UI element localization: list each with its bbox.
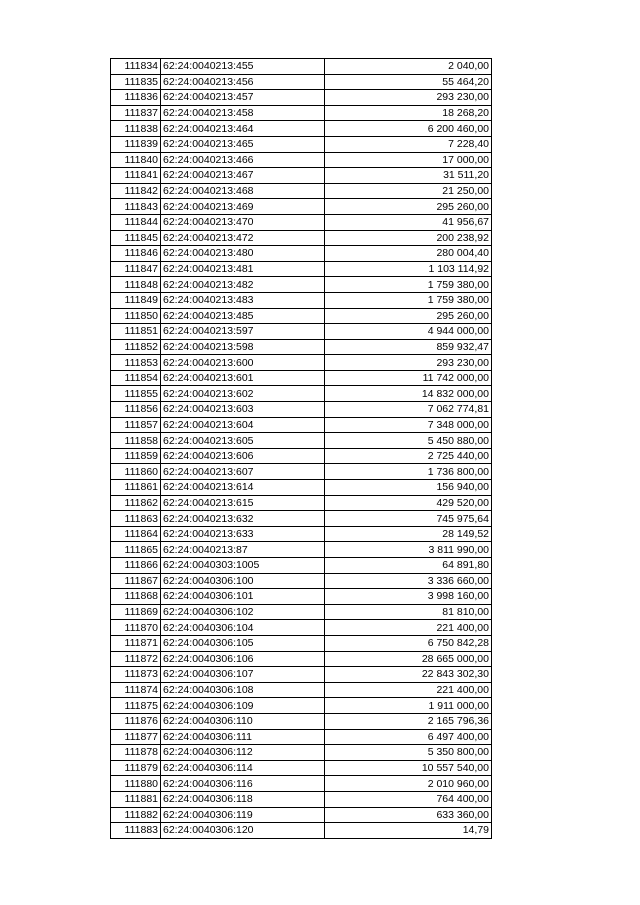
table-row [111, 433, 492, 449]
table-row [111, 136, 492, 152]
cadastral-number-cell: 62:24:0040213:633 [161, 526, 325, 542]
cadastral-value-cell: 2 010 960,00 [325, 776, 492, 792]
row-id-cell: 111846 [111, 246, 161, 262]
table-row [111, 183, 492, 199]
row-id-cell: 111839 [111, 136, 161, 152]
cadastral-number-cell: 62:24:0040306:101 [161, 589, 325, 605]
cadastral-value-cell: 28 665 000,00 [325, 651, 492, 667]
cadastral-value-cell: 1 103 114,92 [325, 261, 492, 277]
cadastral-value-cell: 200 238,92 [325, 230, 492, 246]
cadastral-number-cell: 62:24:0040213:604 [161, 417, 325, 433]
table-row [111, 105, 492, 121]
table-row [111, 667, 492, 683]
row-id-cell: 111861 [111, 480, 161, 496]
cadastral-value-cell: 22 843 302,30 [325, 667, 492, 683]
table-row [111, 573, 492, 589]
row-id-cell: 111869 [111, 604, 161, 620]
cadastral-number-cell: 62:24:0040306:118 [161, 791, 325, 807]
cadastral-value-cell: 64 891,80 [325, 558, 492, 574]
cadastral-value-cell: 10 557 540,00 [325, 760, 492, 776]
row-id-cell: 111844 [111, 214, 161, 230]
table-row [111, 121, 492, 137]
cadastral-number-cell: 62:24:0040213:458 [161, 105, 325, 121]
row-id-cell: 111858 [111, 433, 161, 449]
row-id-cell: 111866 [111, 558, 161, 574]
cadastral-value-cell: 4 944 000,00 [325, 324, 492, 340]
row-id-cell: 111877 [111, 729, 161, 745]
table-row [111, 558, 492, 574]
cadastral-value-cell: 633 360,00 [325, 807, 492, 823]
row-id-cell: 111860 [111, 464, 161, 480]
table-row [111, 511, 492, 527]
cadastral-value-cell: 7 228,40 [325, 136, 492, 152]
cadastral-number-cell: 62:24:0040213:481 [161, 261, 325, 277]
cadastral-value-cell: 1 736 800,00 [325, 464, 492, 480]
table-row [111, 339, 492, 355]
cadastral-value-cell: 81 810,00 [325, 604, 492, 620]
row-id-cell: 111834 [111, 59, 161, 75]
row-id-cell: 111852 [111, 339, 161, 355]
row-id-cell: 111855 [111, 386, 161, 402]
cadastral-number-cell: 62:24:0040213:483 [161, 292, 325, 308]
table-row [111, 168, 492, 184]
table-row [111, 713, 492, 729]
table-row [111, 246, 492, 262]
row-id-cell: 111871 [111, 635, 161, 651]
table-row [111, 823, 492, 839]
table-row [111, 729, 492, 745]
cadastral-number-cell: 62:24:0040306:114 [161, 760, 325, 776]
cadastral-number-cell: 62:24:0040213:598 [161, 339, 325, 355]
cadastral-value-table [110, 58, 492, 839]
cadastral-value-cell: 6 497 400,00 [325, 729, 492, 745]
cadastral-value-cell: 14,79 [325, 823, 492, 839]
row-id-cell: 111880 [111, 776, 161, 792]
cadastral-value-cell: 2 165 796,36 [325, 713, 492, 729]
table-row [111, 199, 492, 215]
row-id-cell: 111850 [111, 308, 161, 324]
cadastral-value-cell: 2 040,00 [325, 59, 492, 75]
cadastral-value-cell: 764 400,00 [325, 791, 492, 807]
row-id-cell: 111865 [111, 542, 161, 558]
cadastral-number-cell: 62:24:0040213:472 [161, 230, 325, 246]
cadastral-number-cell: 62:24:0040213:597 [161, 324, 325, 340]
cadastral-number-cell: 62:24:0040306:100 [161, 573, 325, 589]
cadastral-number-cell: 62:24:0040213:457 [161, 90, 325, 106]
row-id-cell: 111849 [111, 292, 161, 308]
cadastral-value-cell: 1 759 380,00 [325, 277, 492, 293]
cadastral-value-cell: 280 004,40 [325, 246, 492, 262]
table-row [111, 651, 492, 667]
row-id-cell: 111883 [111, 823, 161, 839]
row-id-cell: 111857 [111, 417, 161, 433]
cadastral-number-cell: 62:24:0040306:111 [161, 729, 325, 745]
row-id-cell: 111836 [111, 90, 161, 106]
cadastral-number-cell: 62:24:0040306:112 [161, 745, 325, 761]
cadastral-number-cell: 62:24:0040213:632 [161, 511, 325, 527]
cadastral-value-cell: 745 975,64 [325, 511, 492, 527]
cadastral-value-cell: 1 911 000,00 [325, 698, 492, 714]
cadastral-value-cell: 21 250,00 [325, 183, 492, 199]
row-id-cell: 111872 [111, 651, 161, 667]
cadastral-value-cell: 859 932,47 [325, 339, 492, 355]
cadastral-number-cell: 62:24:0040213:607 [161, 464, 325, 480]
cadastral-number-cell: 62:24:0040213:603 [161, 402, 325, 418]
cadastral-number-cell: 62:24:0040213:601 [161, 370, 325, 386]
row-id-cell: 111842 [111, 183, 161, 199]
table-row [111, 635, 492, 651]
cadastral-number-cell: 62:24:0040306:104 [161, 620, 325, 636]
row-id-cell: 111835 [111, 74, 161, 90]
row-id-cell: 111868 [111, 589, 161, 605]
row-id-cell: 111845 [111, 230, 161, 246]
cadastral-value-cell: 295 260,00 [325, 199, 492, 215]
table-row [111, 292, 492, 308]
cadastral-value-cell: 14 832 000,00 [325, 386, 492, 402]
row-id-cell: 111856 [111, 402, 161, 418]
row-id-cell: 111848 [111, 277, 161, 293]
table-row [111, 308, 492, 324]
cadastral-number-cell: 62:24:0040213:466 [161, 152, 325, 168]
row-id-cell: 111843 [111, 199, 161, 215]
cadastral-number-cell: 62:24:0040306:108 [161, 682, 325, 698]
cadastral-value-cell: 5 350 800,00 [325, 745, 492, 761]
cadastral-value-cell: 6 750 842,28 [325, 635, 492, 651]
table-row [111, 417, 492, 433]
cadastral-value-cell: 221 400,00 [325, 682, 492, 698]
cadastral-value-cell: 1 759 380,00 [325, 292, 492, 308]
cadastral-value-cell: 5 450 880,00 [325, 433, 492, 449]
row-id-cell: 111840 [111, 152, 161, 168]
cadastral-number-cell: 62:24:0040306:106 [161, 651, 325, 667]
row-id-cell: 111853 [111, 355, 161, 371]
table-row [111, 682, 492, 698]
table-row [111, 370, 492, 386]
row-id-cell: 111851 [111, 324, 161, 340]
table-row [111, 542, 492, 558]
cadastral-number-cell: 62:24:0040213:455 [161, 59, 325, 75]
row-id-cell: 111873 [111, 667, 161, 683]
cadastral-value-cell: 3 336 660,00 [325, 573, 492, 589]
cadastral-value-cell: 429 520,00 [325, 495, 492, 511]
row-id-cell: 111878 [111, 745, 161, 761]
table-row [111, 152, 492, 168]
row-id-cell: 111862 [111, 495, 161, 511]
cadastral-number-cell: 62:24:0040306:105 [161, 635, 325, 651]
cadastral-value-cell: 6 200 460,00 [325, 121, 492, 137]
cadastral-number-cell: 62:24:0040213:615 [161, 495, 325, 511]
cadastral-value-cell: 156 940,00 [325, 480, 492, 496]
cadastral-number-cell: 62:24:0040213:614 [161, 480, 325, 496]
table-row [111, 745, 492, 761]
table-row [111, 480, 492, 496]
cadastral-value-cell: 11 742 000,00 [325, 370, 492, 386]
cadastral-value-cell: 28 149,52 [325, 526, 492, 542]
table-row [111, 90, 492, 106]
cadastral-number-cell: 62:24:0040213:467 [161, 168, 325, 184]
cadastral-number-cell: 62:24:0040306:102 [161, 604, 325, 620]
table-row [111, 402, 492, 418]
cadastral-value-cell: 293 230,00 [325, 90, 492, 106]
cadastral-value-cell: 18 268,20 [325, 105, 492, 121]
cadastral-value-cell: 295 260,00 [325, 308, 492, 324]
cadastral-number-cell: 62:24:0040213:469 [161, 199, 325, 215]
cadastral-number-cell: 62:24:0040213:485 [161, 308, 325, 324]
table-row [111, 230, 492, 246]
table-body [111, 59, 492, 839]
cadastral-value-cell: 2 725 440,00 [325, 448, 492, 464]
row-id-cell: 111870 [111, 620, 161, 636]
cadastral-number-cell: 62:24:0040213:470 [161, 214, 325, 230]
row-id-cell: 111859 [111, 448, 161, 464]
row-id-cell: 111882 [111, 807, 161, 823]
cadastral-number-cell: 62:24:0040213:605 [161, 433, 325, 449]
cadastral-number-cell: 62:24:0040213:87 [161, 542, 325, 558]
table-row [111, 448, 492, 464]
cadastral-number-cell: 62:24:0040303:1005 [161, 558, 325, 574]
cadastral-number-cell: 62:24:0040306:107 [161, 667, 325, 683]
table-row [111, 495, 492, 511]
row-id-cell: 111847 [111, 261, 161, 277]
table-row [111, 59, 492, 75]
table-row [111, 386, 492, 402]
cadastral-number-cell: 62:24:0040306:116 [161, 776, 325, 792]
table-row [111, 760, 492, 776]
cadastral-value-cell: 293 230,00 [325, 355, 492, 371]
cadastral-number-cell: 62:24:0040213:600 [161, 355, 325, 371]
cadastral-value-cell: 3 998 160,00 [325, 589, 492, 605]
table-row [111, 261, 492, 277]
table-row [111, 589, 492, 605]
cadastral-value-cell: 55 464,20 [325, 74, 492, 90]
row-id-cell: 111867 [111, 573, 161, 589]
table-row [111, 604, 492, 620]
table-row [111, 355, 492, 371]
cadastral-number-cell: 62:24:0040213:468 [161, 183, 325, 199]
row-id-cell: 111838 [111, 121, 161, 137]
table-row [111, 698, 492, 714]
row-id-cell: 111881 [111, 791, 161, 807]
row-id-cell: 111874 [111, 682, 161, 698]
cadastral-value-cell: 3 811 990,00 [325, 542, 492, 558]
cadastral-number-cell: 62:24:0040306:109 [161, 698, 325, 714]
table-row [111, 324, 492, 340]
row-id-cell: 111863 [111, 511, 161, 527]
row-id-cell: 111854 [111, 370, 161, 386]
table-row [111, 776, 492, 792]
row-id-cell: 111876 [111, 713, 161, 729]
cadastral-value-cell: 41 956,67 [325, 214, 492, 230]
table-row [111, 791, 492, 807]
table-row [111, 526, 492, 542]
cadastral-number-cell: 62:24:0040213:482 [161, 277, 325, 293]
row-id-cell: 111837 [111, 105, 161, 121]
cadastral-number-cell: 62:24:0040306:110 [161, 713, 325, 729]
row-id-cell: 111864 [111, 526, 161, 542]
table-row [111, 807, 492, 823]
row-id-cell: 111875 [111, 698, 161, 714]
row-id-cell: 111879 [111, 760, 161, 776]
cadastral-number-cell: 62:24:0040213:480 [161, 246, 325, 262]
cadastral-value-cell: 7 348 000,00 [325, 417, 492, 433]
cadastral-value-cell: 7 062 774,81 [325, 402, 492, 418]
cadastral-number-cell: 62:24:0040213:606 [161, 448, 325, 464]
cadastral-number-cell: 62:24:0040306:119 [161, 807, 325, 823]
row-id-cell: 111841 [111, 168, 161, 184]
cadastral-value-cell: 221 400,00 [325, 620, 492, 636]
cadastral-number-cell: 62:24:0040213:465 [161, 136, 325, 152]
cadastral-value-cell: 17 000,00 [325, 152, 492, 168]
cadastral-value-cell: 31 511,20 [325, 168, 492, 184]
table-row [111, 620, 492, 636]
table-row [111, 74, 492, 90]
table-row [111, 277, 492, 293]
table-row [111, 214, 492, 230]
table-row [111, 464, 492, 480]
cadastral-number-cell: 62:24:0040213:456 [161, 74, 325, 90]
cadastral-number-cell: 62:24:0040213:464 [161, 121, 325, 137]
cadastral-number-cell: 62:24:0040213:602 [161, 386, 325, 402]
cadastral-number-cell: 62:24:0040306:120 [161, 823, 325, 839]
